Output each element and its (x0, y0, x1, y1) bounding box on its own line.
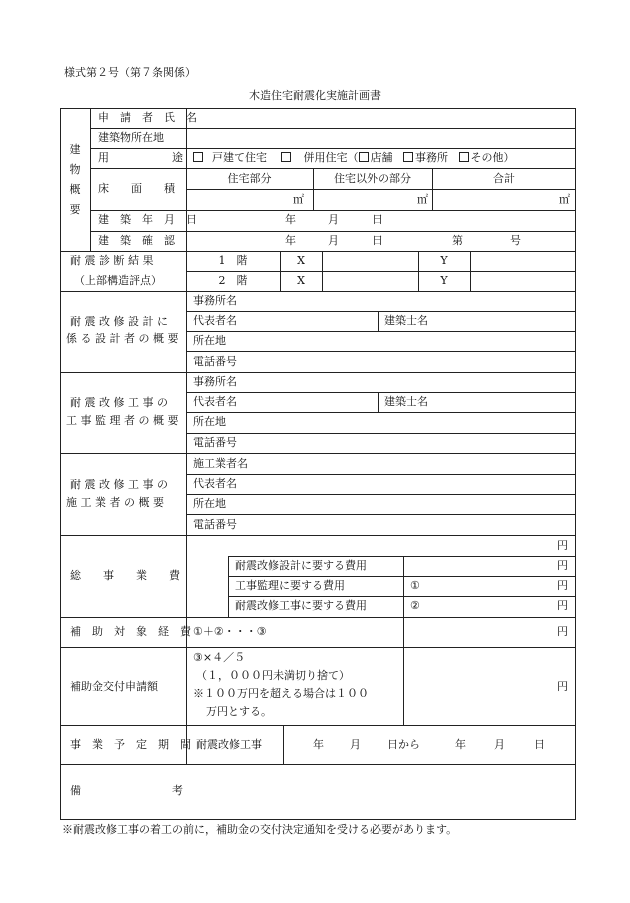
supervision-cost-label: 工事監理に要する費用 (235, 579, 345, 592)
designer-phone: 電話番号 (193, 355, 237, 368)
build-month-unit: 月 (328, 213, 339, 226)
schedule-work: 耐震改修工事 (196, 738, 262, 751)
supervisor-phone: 電話番号 (193, 436, 237, 449)
schedule-day-end: 日 (534, 738, 545, 751)
confirm-month-unit: 月 (328, 234, 339, 247)
supervisor-architect: 建築士名 (384, 395, 428, 408)
construction-cost-label: 耐震改修工事に要する費用 (235, 599, 367, 612)
total-cost-label: 総 事 業 費 (70, 569, 180, 582)
remarks-label-right: 考 (172, 784, 183, 797)
use-label-right: 途 (172, 151, 183, 164)
design-cost-yen: 円 (557, 559, 568, 572)
x-label-1: X (297, 254, 305, 267)
designer-office: 事務所名 (193, 294, 237, 307)
other-checkbox[interactable] (459, 152, 469, 162)
build-date-label: 建 築 年 月 日 (98, 213, 197, 226)
supervisor-label-1: 耐 震 改 修 工 事 の (70, 396, 168, 409)
subsidy-formula-1: ③×４／５ (193, 651, 246, 664)
confirm-number-suffix: 号 (510, 234, 521, 247)
schedule-label: 事 業 予 定 期 間 (70, 738, 191, 751)
x-label-2: X (297, 274, 305, 287)
detached-checkbox[interactable] (193, 152, 203, 162)
confirm-year-unit: 年 (285, 234, 296, 247)
y-label-1: Y (440, 254, 448, 267)
unit-sqm-residential: ㎡ (293, 193, 304, 206)
designer-label-2: 係 る 設 計 者 の 概 要 (66, 332, 179, 345)
mark-2: ② (410, 599, 420, 612)
building-location-label: 建築物所在地 (98, 131, 164, 144)
schedule-month-end: 月 (494, 738, 505, 751)
col-residential: 住宅部分 (227, 172, 272, 185)
floor-area-label: 床 面 積 (98, 182, 175, 195)
form-number: 様式第２号（第７条関係） (64, 66, 196, 79)
building-overview-label: 建 物 概 要 (69, 143, 81, 216)
mark-1: ① (410, 579, 420, 592)
use-options: 戸建て住宅 併用住宅（ 店舗 事務所 その他） (193, 151, 515, 165)
unit-sqm-non-residential: ㎡ (417, 193, 428, 206)
seismic-label-1: 耐 震 診 断 結 果 (70, 254, 154, 267)
subsidy-target-formula: ①＋②・・・③ (193, 625, 267, 638)
seismic-label-2: （上部構造評点） (74, 274, 162, 287)
subsidy-target-label: 補 助 対 象 経 費 (70, 625, 191, 638)
designer-address: 所在地 (193, 334, 226, 347)
floor-1-label: 1 階 (218, 254, 248, 267)
subsidy-target-yen: 円 (557, 625, 568, 638)
shop-checkbox[interactable] (359, 152, 369, 162)
supervisor-office: 事務所名 (193, 375, 237, 388)
supervision-cost-yen: 円 (557, 579, 568, 592)
col-non-residential: 住宅以外の部分 (334, 172, 411, 185)
y-label-2: Y (440, 274, 448, 287)
form-title: 木造住宅耐震化実施計画書 (249, 89, 381, 102)
unit-sqm-total: ㎡ (559, 193, 570, 206)
total-cost-yen: 円 (557, 539, 568, 552)
subsidy-amount-label: 補助金交付申請額 (70, 680, 158, 693)
construction-cost-yen: 円 (557, 599, 568, 612)
use-label-left: 用 (98, 151, 109, 164)
applicant-name-label: 申 請 者 氏 名 (98, 111, 197, 124)
subsidy-amount-yen: 円 (557, 680, 568, 693)
mixed-use-checkbox[interactable] (281, 152, 291, 162)
build-year-unit: 年 (285, 213, 296, 226)
supervisor-label-2: 工 事 監 理 者 の 概 要 (66, 414, 179, 427)
schedule-day-from: 日から (387, 738, 420, 751)
supervisor-representative: 代表者名 (193, 395, 237, 408)
schedule-month: 月 (350, 738, 361, 751)
contractor-label-2: 施 工 業 者 の 概 要 (66, 496, 164, 509)
designer-label-1: 耐 震 改 修 設 計 に (70, 315, 168, 328)
supervisor-address: 所在地 (193, 415, 226, 428)
office-checkbox[interactable] (403, 152, 413, 162)
floor-2-label: 2 階 (218, 274, 248, 287)
confirm-number-prefix: 第 (452, 234, 463, 247)
subsidy-formula-4: 万円とする。 (206, 705, 272, 718)
schedule-year-end: 年 (455, 738, 466, 751)
contractor-label-1: 耐 震 改 修 工 事 の (70, 478, 168, 491)
building-confirm-label: 建 築 確 認 (98, 234, 175, 247)
confirm-day-unit: 日 (372, 234, 383, 247)
footnote: ※耐震改修工事の着工の前に，補助金の交付決定通知を受ける必要があります。 (62, 823, 458, 836)
contractor-name: 施工業者名 (193, 457, 248, 470)
designer-architect: 建築士名 (384, 314, 428, 327)
build-day-unit: 日 (372, 213, 383, 226)
col-total: 合計 (493, 172, 515, 185)
contractor-phone: 電話番号 (193, 518, 237, 531)
designer-representative: 代表者名 (193, 314, 237, 327)
design-cost-label: 耐震改修設計に要する費用 (235, 559, 367, 572)
subsidy-formula-2: （１，０００円未満切り捨て） (196, 669, 350, 682)
contractor-address: 所在地 (193, 497, 226, 510)
schedule-year: 年 (313, 738, 324, 751)
remarks-label-left: 備 (70, 784, 81, 797)
subsidy-formula-3: ※１００万円を超える場合は１００ (193, 687, 369, 700)
contractor-representative: 代表者名 (193, 477, 237, 490)
